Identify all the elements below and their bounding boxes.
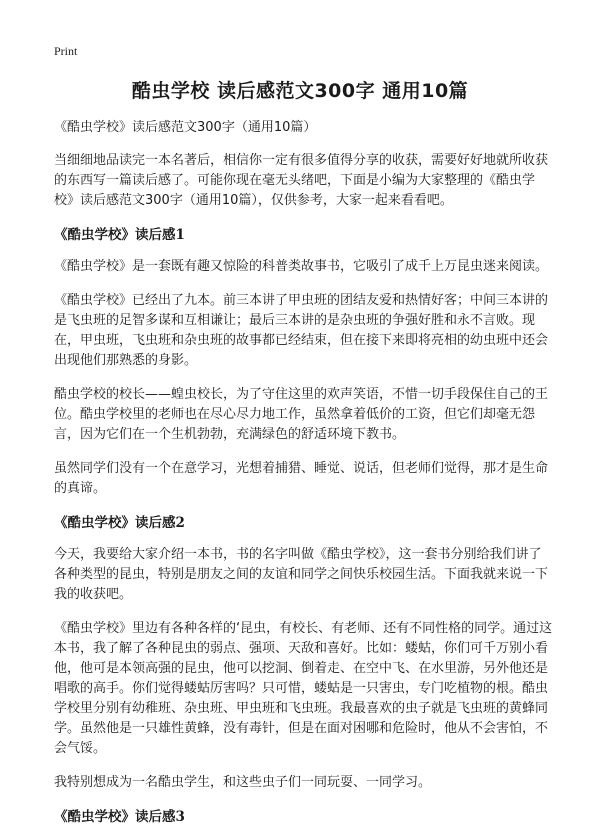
section-heading-1: 《酷虫学校》读后感1 xyxy=(54,227,185,243)
section-heading-2: 《酷虫学校》读后感2 xyxy=(54,515,185,531)
paragraph: 酷虫学校的校长——蝗虫校长，为了守住这里的欢声笑语，不惜一切手段保住自己的王位。酷虫学校里的老师也在尽心尽力地工作，虽然拿着低价的工资，但它们却毫无怨言，因为它们在一个生机勃勃，充满绿色的舒适环境下教书。 xyxy=(54,387,549,442)
paragraph: 我特别想成为一名酷虫学生，和这些虫子们一同玩耍、一同学习。 xyxy=(54,775,432,790)
section-heading-3: 《酷虫学校》读后感3 xyxy=(54,809,185,825)
paragraph: 《酷虫学校》已经出了九本。前三本讲了甲虫班的团结友爱和热情好客；中间三本讲的是飞虫班的足智多谋和互相谦让；最后三本讲的是杂虫班的争强好胜和永不言败。现在，甲虫班，飞虫班和杂虫班的故事都已经结束，但在接下来即将亮相的幼虫班中还会出现他们那熟悉的身影。 xyxy=(54,293,549,368)
paragraph: 虽然同学们没有一个在意学习，光想着捕猎、睡觉、说话，但老师们觉得，那才是生命的真谛。 xyxy=(54,461,549,496)
paragraph: 《酷虫学校》里边有各种各样的‘昆虫，有校长、有老师、还有不同性格的同学。通过这本书，我了解了各种昆虫的弱点、强项、天敌和喜好。比如：蝼蛄，你们可千万别小看他，他可是本领高强的昆虫，他可以挖洞、倒着走、在空中飞、在水里游，另外他还是唱歌的高手。你们觉得蝼蛄厉害吗？只可惜，蝼蛄是一只害虫，专门吃植物的根。酷虫学校里分别有幼稚班、杂虫班、甲虫班和飞虫班。我最喜欢的虫子就是飞虫班的黄蜂同学。虽然他是一只雄性黄蜂，没有毒针，但是在面对困哪和危险时，他从不会害怕，不会气馁。 xyxy=(54,621,553,756)
article-body xyxy=(54,118,554,839)
page-title: 酷虫学校 读后感范文300字 通用10篇 xyxy=(131,80,469,102)
paragraph: 《酷虫学校》是一套既有趣又惊险的科普类故事书，它吸引了成千上万昆虫迷来阅读。 xyxy=(54,259,549,274)
print-link[interactable]: Print xyxy=(54,44,78,58)
article-subtitle: 《酷虫学校》读后感范文300字（通用10篇） xyxy=(54,120,317,135)
intro-paragraph: 当细细地品读完一本名著后，相信你一定有很多值得分享的收获，需要好好地就所收获的东西写一篇读后感了。可能你现在毫无头绪吧，下面是小编为大家整理的《酷虫学校》读后感范文300字（通用10篇），仅供参考，大家一起来看看吧。 xyxy=(54,153,549,208)
paragraph: 今天，我要给大家介绍一本书，书的名字叫做《酷虫学校》，这一套书分别给我们讲了各种类型的昆虫，特别是朋友之间的友谊和同学之间快乐校园生活。下面我就来说一下我的收获吧。 xyxy=(54,547,549,602)
